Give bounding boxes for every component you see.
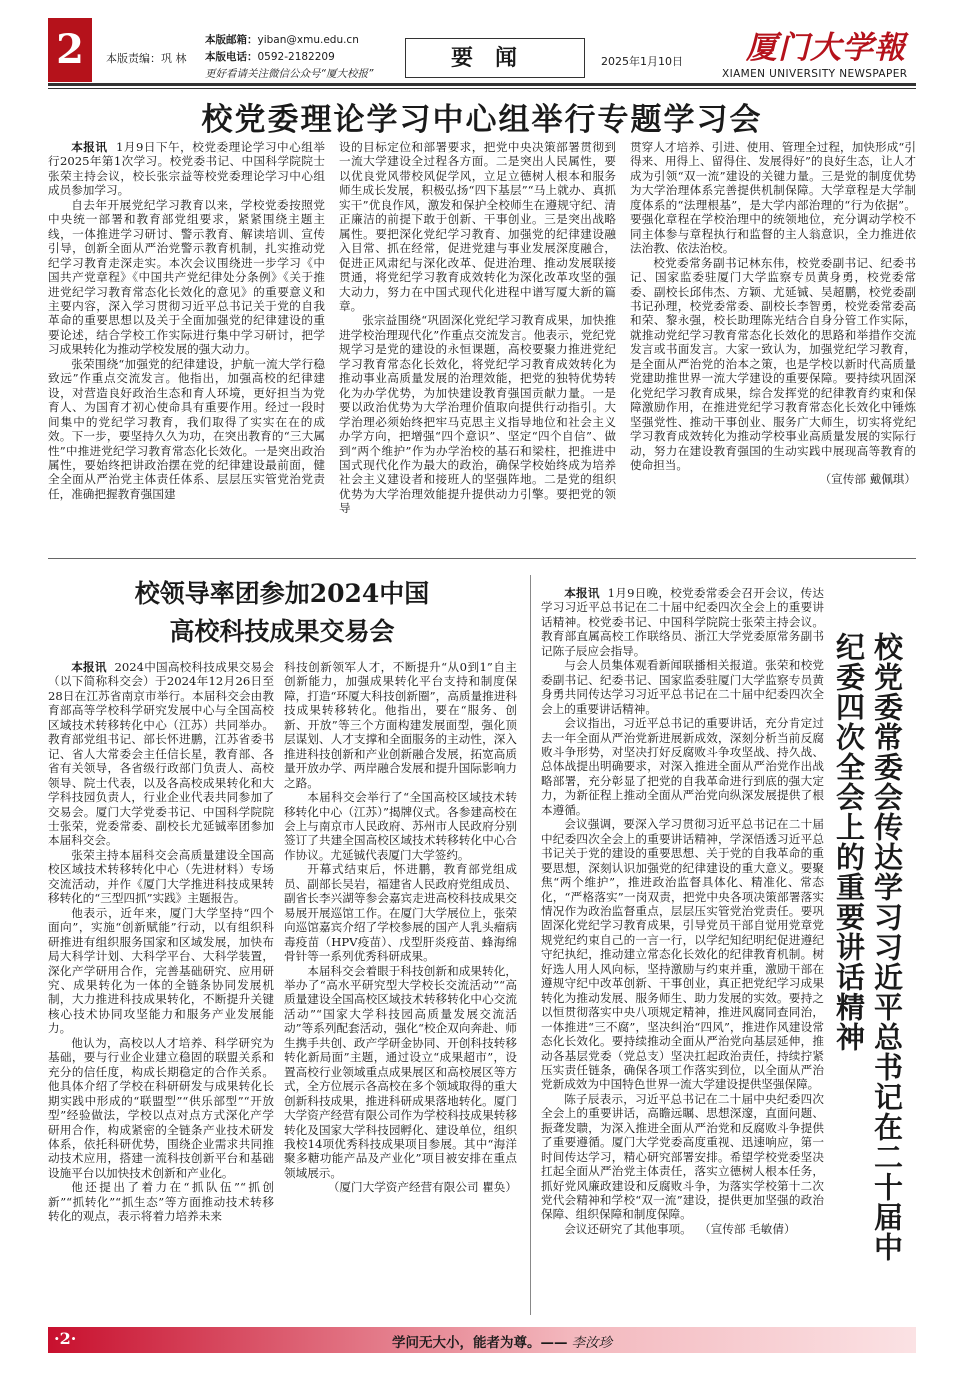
- section-divider: [48, 558, 916, 559]
- phone-number: 0592-2182209: [257, 51, 335, 63]
- article2-paragraph: 本报讯 2024中国高校科技成果交易会（以下简称科交会）于2024年12月26日至28日在江苏省南京市举行。本届科交会由教育部高等学校科学研究发展中心与全国高校区域技术转移转化中心（江苏）共同举办。教育部党组书记、部长怀进鹏，江苏省委书记、省人大常委会主任信长星，教育部、各省有关领导，各省级行政部门负责人、高校领导、院士代表，以及各高校成果转化和大学科技园负责人，行业企业代表共同参加了交易会。厦门大学党委书记、中国科学院院士张荣，党委常委、副校长尤延铖率团参加本届科交会。: [48, 660, 274, 848]
- article1-paragraph: 张荣围绕“加强党的纪律建设，护航一流大学行稳致远”作重点交流发言。他指出，加强高校的纪律建设，对营造良好政治生态和育人环境，更好担当为党育人、为国育才初心使命具有重要作用。经过一段时间集中的党纪学习教育，我们取得了实实在在的成效。下一步，要坚持久久为功，在突出教育的“三大属性”中推进党纪学习教育常态化长效化。一是突出政治属性，要始终把讲政治摆在党的纪律建设最前面，健全全面从严治党主体责任体系、层层压实管党治党责任，准确把握教育强国建: [48, 356, 325, 501]
- article1-lead: 本报讯: [71, 140, 108, 154]
- article3-paragraph: 会议指出，习近平总书记的重要讲话，充分肯定过去一年全面从严治党新进展新成效，深刻分析当前反腐败斗争形势，对坚决打好反腐败斗争攻坚战、持久战、总体战提出明确要求，对深入推进全面从严治党作出战略部署，充分彰显了把党的自我革命进行到底的强大定力，为新征程上推动全面从严治党向纵深发展提供了根本遵循。: [541, 716, 824, 817]
- article3-lead: 本报讯: [564, 586, 600, 600]
- masthead-english: XIAMEN UNIVERSITY NEWSPAPER: [722, 68, 908, 80]
- article2-paragraph: 开幕式结束后，怀进鹏，教育部党组成员、副部长吴岩，福建省人民政府党组成员、副省长李兴湖等参会嘉宾走进高校科技成果交易展开展巡馆工作。在厦门大学展位上，张荣向巡馆嘉宾介绍了学校参展的国产人乳头瘤病毒疫苗（HPV疫苗）、戊型肝炎疫苗、蜂海绵骨针等一系列优秀科研成果。: [284, 862, 517, 964]
- article3-byline: （宣传部 毛敏倩）: [699, 1221, 796, 1236]
- page-editor: 本版责编：巩 林: [106, 52, 187, 65]
- article1-column-2: [339, 140, 616, 550]
- footer-page-number: ·2·: [54, 1329, 77, 1348]
- article1-paragraph: 张宗益围绕“巩固深化党纪学习教育成果，加快推进学校治理现代化”作重点交流发言。他表示，党纪党规学习是党的建设的永恒课题，高校要聚力推进党纪学习教育常态化长效化，将党纪学习教育成效转化为推动事业高质量发展的治理效能，把党的独特优势转化为办学优势，为加快建设教育强国贡献力量。一是要以政治优势为大学治理价值取向提供行动指引。大学治理必须始终把牢马克思主义指导地位和社会主义办学方向，把增强“四个意识”、坚定“四个自信”、做到“两个维护”作为办学治校的基石和梁柱，把推进中国式现代化作为最大的政治，确保学校始终成为培养社会主义建设者和接班人的坚强阵地。二是党的组织优势为大学治理效能提升提供动力引擎。要把党的领导: [339, 313, 616, 516]
- email-label: 本版邮箱：: [205, 34, 258, 46]
- wechat-note: 更好看请关注微信公众号“厦大校报”: [205, 68, 374, 80]
- article2-column-1: [48, 660, 274, 1315]
- article2-column-2: [284, 660, 517, 1315]
- phone-label: 本版电话：: [205, 51, 258, 63]
- column-rule: [530, 575, 531, 1315]
- header-rule-thin: [48, 88, 916, 89]
- article1-column-1: [48, 140, 325, 550]
- article2-paragraph: 科技创新领军人才，不断提升“从0到1”自主创新能力，加强成果转化平台支持和制度保障，打造“环厦大科技创新圈”，高质量推进科技成果转移转化。他指出，要在“服务、创新、开放”等三个方面构建发展面型，强化顶层谋划、人才支撑和全面服务的主动性，深入推进科技创新和产业创新融合发展，拓宽高质量开放办学、两岸融合发展和提升国际影响力之路。: [284, 660, 517, 790]
- article2-paragraph: 他认为，高校以人才培养、科学研究为基础，要与行业企业建立稳固的联盟关系和充分的信任度，构成长期稳定的合作关系。他具体介绍了学校在科研研发与成果转化长期实践中形成的“联盟型”“供乐部型”“开放型”经验做法，学校以点对点方式深化产学研用合作，构成紧密的全链条产业技术研发体系，依托科研优势，围绕企业需求共同推动技术应用，搭建一流科技创新平台和基础设施平台以加快技术创新和产业化。: [48, 1035, 274, 1180]
- footer-quote-text: 学问无大小，能者为尊。——: [392, 1335, 568, 1351]
- article1-byline: （宣传部 戴佩琪）: [819, 472, 916, 487]
- issue-date: 2025年1月10日: [601, 55, 683, 68]
- article3-paragraph: 陈子辰表示，习近平总书记在二十届中央纪委四次全会上的重要讲话，高瞻远瞩、思想深邃，直面问题、振聋发聩，为深入推进全面从严治党和反腐败斗争提供了重要遵循。厦门大学党委高度重视、迅速响应，第一时间传达学习，精心研究部署安排。希望学校党委坚决扛起全面从严治党主体责任，落实立德树人根本任务，抓好党风廉政建设和反腐败斗争，为落实学校第十二次党代会精神和学校“双一流”建设，提供更加坚强的政治保障、组织保障和制度保障。: [541, 1091, 824, 1222]
- page-number-badge: 2: [48, 18, 92, 82]
- article1-column-3: [630, 140, 916, 550]
- article3-paragraph: 会议还研究了其他事项。 （宣传部 毛敏倩）: [564, 1221, 796, 1236]
- article1-paragraph: 自去年开展党纪学习教育以来，学校党委按照党中央统一部署和教育部党组要求，紧紧围绕主题主线，一体推进学习研讨、警示教育、解读培训、宣传引导，创新全面从严治党警示教育机制，扎实推动党纪学习教育走深走实。本次会议围绕进一步学习《中国共产党章程》《中国共产党纪律处分条例》《关于推进党纪学习教育常态化长效化的意见》的重要意义和主要内容，深入学习贯彻习近平总书记关于党的自我革命的重要思想以及关于全面加强党的纪律建设的重要论述，结合学校工作实际进行集中学习研讨，把学习成果转化为推动学校发展的强大动力。: [48, 197, 325, 357]
- article2-paragraph: 本届科交会着眼于科技创新和成果转化，举办了“高水平研究型大学校长交流活动”“高质量建设全国高校区域技术转移转化中心交流活动”“国家大学科技园高质量发展交流活动”等系列配套活动，强化“校企双向奔赴、师生携手共创、政产学研金协同、开创科技转移转化新局面”主题，通过设立“成果超市”，设置高校行业领域重点成果展区和高校展区等方式，全方位展示各高校在多个领域取得的重大创新科技成果，推进科研成果落地转化。厦门大学资产经营有限公司作为学校科技成果转移转化及国家大学科技园孵化、建设单位，组织我校14项优秀科技成果项目参展。其中“海洋聚多糖功能产品及产业化”项目被安排在重点领域展示。: [284, 963, 517, 1180]
- article3-paragraph: 会议强调，要深入学习贯彻习近平总书记在二十届中纪委四次全会上的重要讲话精神，学深悟透习近平总书记关于党的建设的重要思想、关于党的自我革命的重要思想，深刻认识加强党的纪律建设的重大意义。要聚焦“两个维护”，推进政治监督具体化、精准化、常态化，“严格落实”一岗双责，把党中央各项决策部署落实情况作为政治监督重点，层层压实管党治党责任。要巩固深化党纪学习教育成果，引导党员干部自觉用党章党规党纪约束自己的一言一行，以学纪知纪明纪促进遵纪守纪执纪，推动建立常态化长效化的纪律教育机制。树好选人用人风向标，坚持激励与约束并重，激励干部在遵规守纪中改革创新、干事创业，真正把党纪学习成果转化为推动发展、服务师生、助力发展的实效。要持之以恒贯彻落实中央八项规定精神，推进风腐同查同治，一体推进“三不腐”，坚决纠治“四风”，推进作风建设常态化长效化。要持续推动全面从严治党向基层延伸，推动各基层党委（党总支）坚决扛起政治责任，持续拧紧压实责任链条，确保各项工作落实到位，以全面从严治党新成效为中国特色世界一流大学建设提供坚强保障。: [541, 817, 824, 1092]
- section-title: 要闻: [405, 38, 585, 78]
- article2-paragraph: 张荣主持本届科交会高质量建设全国高校区域技术转移转化中心（先进材料）专场交流活动，并作《厦门大学推进科技成果转移转化的“三型四抓”实践》主题报告。: [48, 847, 274, 906]
- article3-paragraph: 与会人员集体观看新闻联播相关报道。张荣和校党委副书记、纪委书记、国家监委驻厦门大学监察专员黄身勇共同传达学习习近平总书记在二十届中纪委四次全会上的重要讲话精神。: [541, 658, 824, 716]
- article2-paragraph: 他还提出了着力在“抓队伍”“抓创新”“抓转化”“抓生态”等方面推动技术转移转化的观点，表示将着力培养未来: [48, 1180, 274, 1224]
- article2-paragraph: 本届科交会举行了“全国高校区域技术转移转化中心（江苏）”揭牌仪式。各参建高校在会上与南京市人民政府、苏州市人民政府分别签订了共建全国高校区域技术转移转化中心合作协议。尤延铖代表厦门大学签约。: [284, 790, 517, 862]
- article3-paragraph: 本报讯 1月9日晚，校党委常委会召开会议，传达学习习近平总书记在二十届中纪委四次全会上的重要讲话精神。校党委书记、中国科学院院士张荣主持会议。教育部直属高校工作联络员、浙江大学党委原常务副书记陈子辰应会指导。: [541, 586, 824, 658]
- article1-headline: 校党委理论学习中心组举行专题学习会: [201, 102, 763, 138]
- article1-paragraph: 校党委常务副书记林东伟，校党委副书记、纪委书记、国家监委驻厦门大学监察专员黄身勇，校党委常委、副校长邱伟杰、方颖、尤延铖、吴超鹏，校党委副书记孙理，校党委常委、副校长李智勇，校党委常委高和荣、黎永强，校长助理陈光结合自身分管工作实际，就推动党纪学习教育常态化长效化的思路和举措作交流发言或书面发言。大家一致认为，加强党纪学习教育，是全面从严治党的治本之策，也是学校以新时代高质量党建助推世界一流大学建设的重要保障。要持续巩固深化党纪学习教育成果，综合发挥党的纪律教育约束和保障激励作用，在推进党纪学习教育常态化长效化中锤炼坚强党性、推动干事创业、服务广大师生，切实将党纪学习教育成效转化为推动学校事业高质量发展的实际行动，努力在建设教育强国的生动实践中展现高等教育的使命担当。: [630, 255, 916, 472]
- article2-paragraph: 他表示，近年来，厦门大学坚持“四个面向”，实施“创新赋能”行动，以有组织科研推进有组织服务国家和区域发展，加快布局大科学计划、大科学平台、大科学装置，深化产学研用合作，完善基础研究、应用研究、成果转化为一体的全链条协同发展机制，大力推进科技成果转化，不断提升关键核心技术协同攻坚能力和服务产业发展能力。: [48, 905, 274, 1036]
- article3-vertical-headline: 校党委常委会传达学习习近平总书记在二十届中纪委四次全会上的重要讲话精神: [832, 632, 904, 1262]
- article1-paragraph: 贯穿人才培养、引进、使用、管理全过程，加快形成“引得来、用得上、留得住、发展得好”的良好生态，让人才成为引领“双一流”建设的关键力量。三是党的制度优势为大学治理体系完善提供机制保障。大学章程是大学制度体系的“法理根基”，是大学内部治理的“行为依据”。要强化章程在学校治理中的统领地位，充分调动学校不同主体参与章程执行和监督的主人翁意识，全力推进依法治教、依法治校。: [630, 140, 916, 256]
- email-address: yiban@xmu.edu.cn: [257, 34, 359, 46]
- footer-quote-author: 李汝珍: [571, 1335, 612, 1351]
- article2-headline-line2: 高校科技成果交易会: [169, 617, 395, 646]
- article2-headline: [48, 575, 516, 651]
- article3-column: [541, 586, 824, 1316]
- masthead-logo: 厦门大学報: [746, 30, 906, 66]
- article2-headline-line1: 校领导率团参加2024中国: [134, 579, 430, 608]
- article1-paragraph: 设的目标定位和部署要求，把党中央决策部署贯彻到一流大学建设全过程各方面。二是突出人民属性，要以优良党风带校风促学风，立足立德树人根本和服务师生成长发展，积极弘扬“四下基层”“马上就办、真抓实干”优良作风，激发和保护全校师生在遵规守纪、清正廉洁的前提下敢于创新、干事创业。三是突出战略属性。要把深化党纪学习教育、加强党的纪律建设融入目常、抓在经常，促进党建与事业发展深度融合，促进正风肃纪与深化改革、促进治理、推动发展联接贯通，将党纪学习教育成效转化为深化改革攻坚的强大动力，努力在中国式现代化进程中谱写厦大新的篇章。: [339, 140, 616, 313]
- article2-lead: 本报讯: [71, 660, 107, 674]
- article2-byline: （厦门大学资产经营有限公司 瞿奂）: [327, 1180, 517, 1195]
- contact-block: [205, 32, 373, 83]
- header-rule: [48, 83, 916, 86]
- footer-quote: [392, 1331, 612, 1351]
- article1-paragraph: 本报讯 1月9日下午，校党委理论学习中心组举行2025年第1次学习。校党委书记、中国科学院院士张荣主持会议，校长张宗益等校党委理论学习中心组成员参加学习。: [48, 140, 325, 198]
